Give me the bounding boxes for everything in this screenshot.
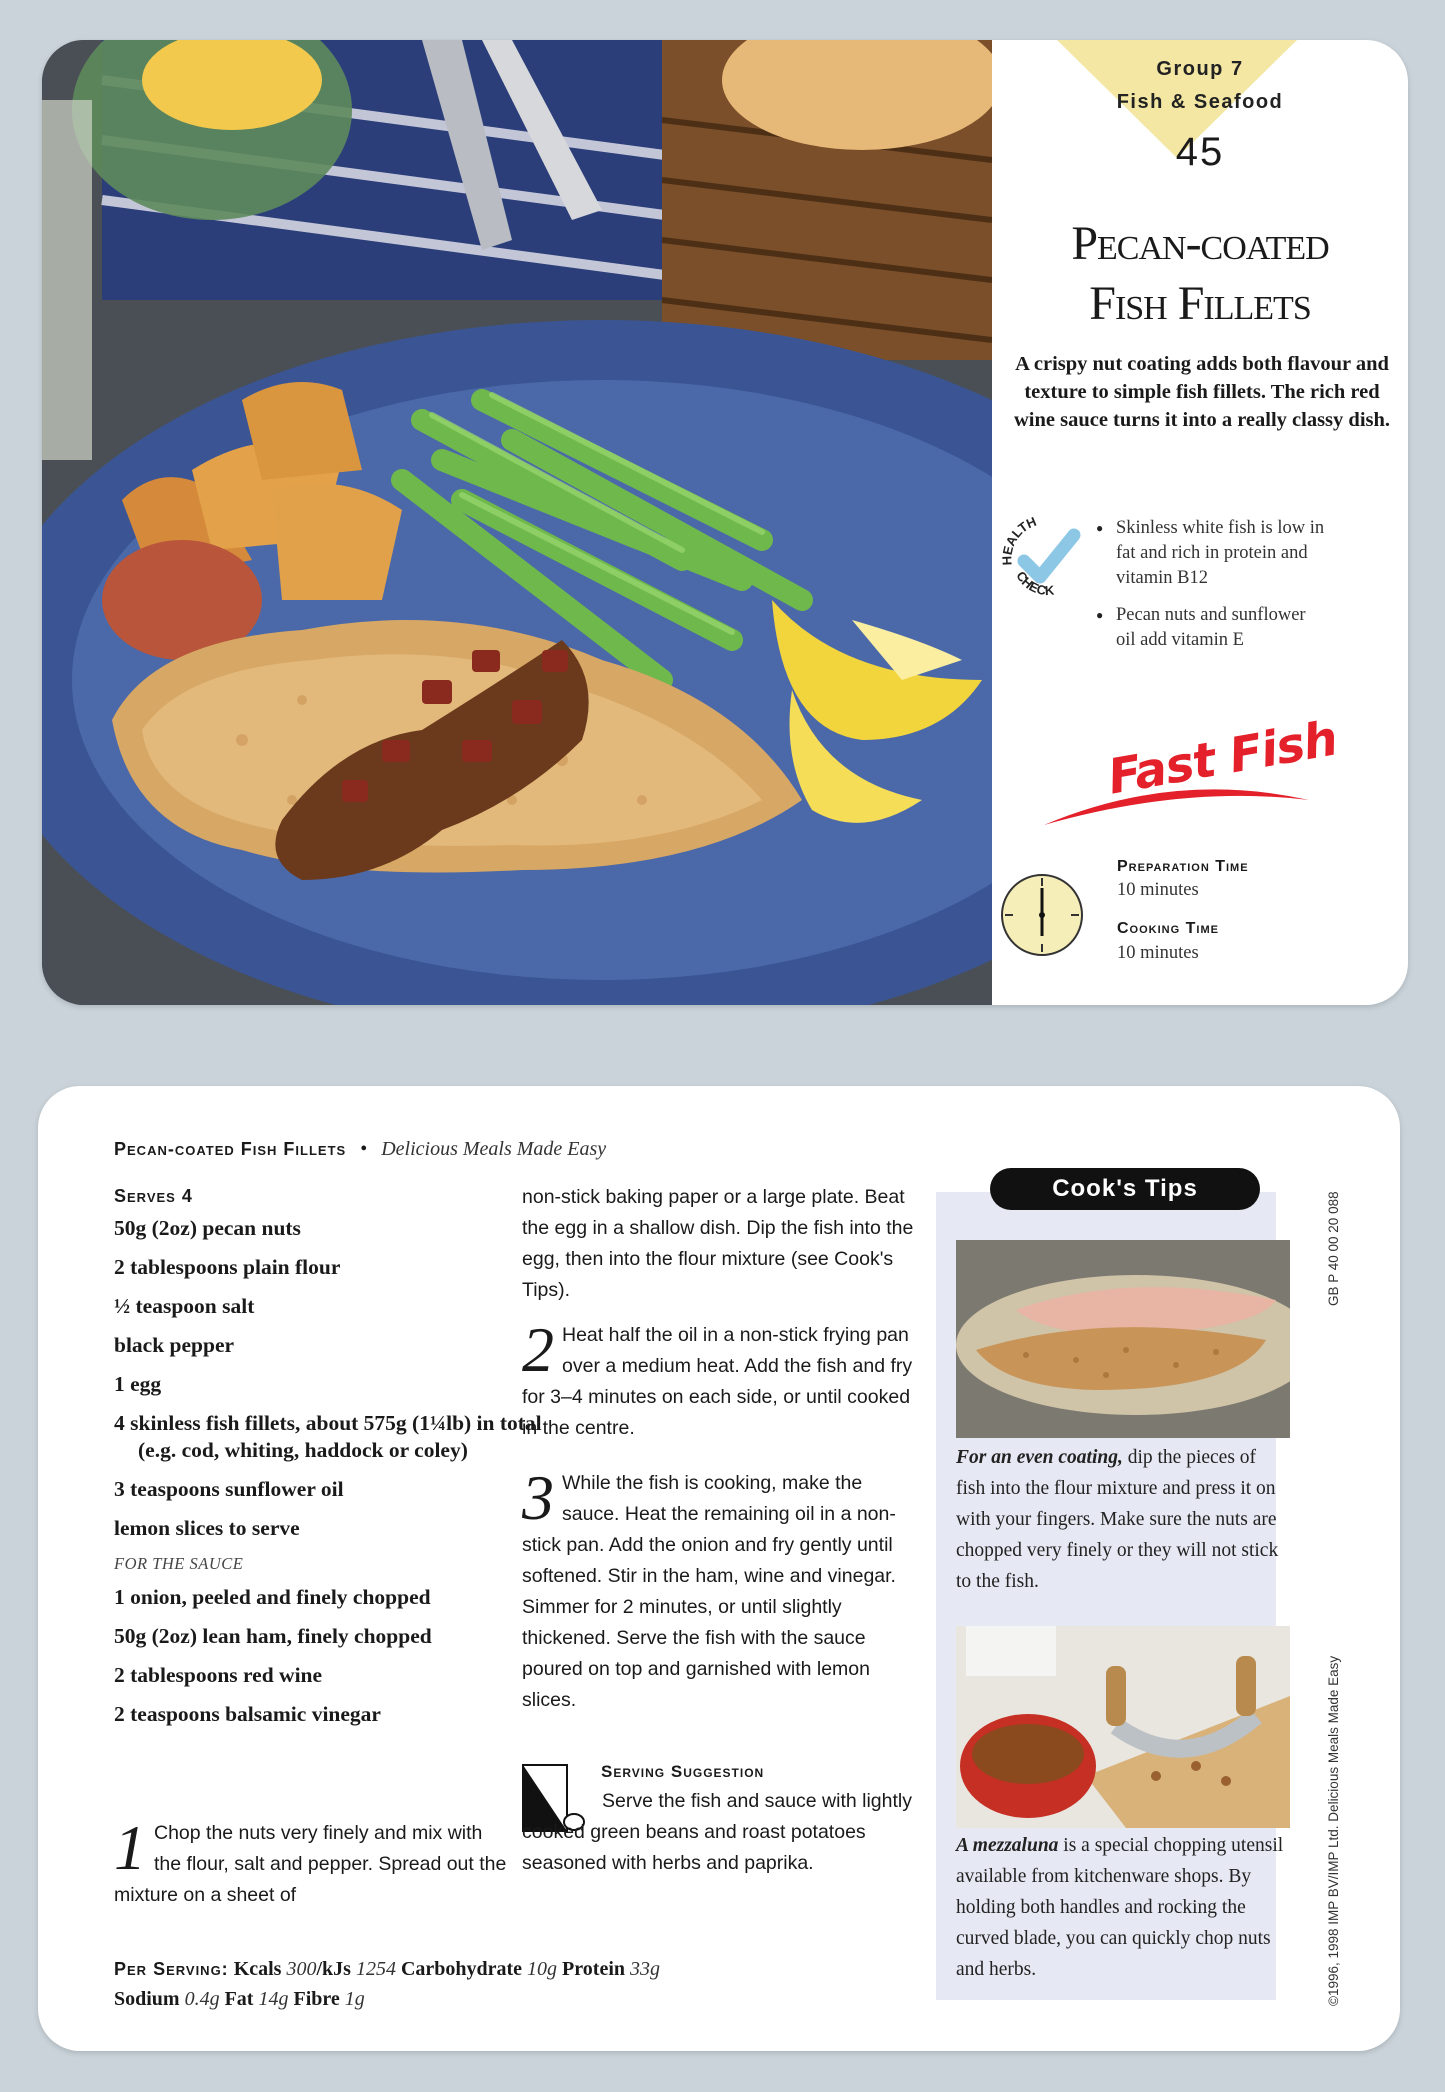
serving-suggestion-title: Serving Suggestion	[601, 1762, 765, 1781]
prep-time-value: 10 minutes	[1117, 880, 1199, 900]
ingredients-list	[114, 1186, 544, 1740]
protein-label: Protein	[562, 1958, 625, 1980]
tip-mezzaluna-text: is a special chopping utensil available from kitchenware shops. By holding both handles and rocking the curved blade, you can quickly chop nuts and herbs.	[956, 1835, 1284, 1980]
tip-coating	[956, 1442, 1286, 1597]
nutrition-label: Per Serving:	[114, 1959, 229, 1979]
ingredient-item: 50g (2oz) pecan nuts	[114, 1216, 301, 1240]
group-category: Fish & Seafood	[1116, 91, 1284, 113]
fat-label: Fat	[224, 1988, 254, 2010]
kj-value: 1254	[355, 1958, 396, 1980]
step-text: Heat half the oil in a non-stick frying pan over a medium heat. Add the fish and fry for 3–4 minutes on each side, or until cooked in the centre.	[522, 1324, 913, 1439]
sauce-ingredient-item: 1 onion, peeled and finely chopped	[114, 1585, 431, 1609]
ingredient-item: 4 skinless fish fillets, about 575g (1¼lb) in total (e.g. cod, whiting, haddock or coley)	[114, 1411, 542, 1462]
method-step-2	[522, 1314, 922, 1444]
group-number: Group 7	[1156, 58, 1244, 80]
health-check-badge	[1002, 515, 1092, 610]
recipe-number: 45	[1175, 130, 1225, 174]
method-step-1-continued: non-stick baking paper or a large plate. Beat the egg in a shallow dish. Dip the fish into the egg, then into the flour mixture (see Cook's Tips).	[522, 1186, 914, 1301]
sauce-ingredient-item: 50g (2oz) lean ham, finely chopped	[114, 1624, 432, 1648]
step-text: While the fish is cooking, make the sauce. Heat the remaining oil in a non-stick pan. Add the onion and fry gently until softened. Stir in the ham, wine and vinegar. Simmer for 2 minutes, or until slightly thickened. Serve the fish with the sauce poured on top and garnished with lemon slices.	[522, 1472, 896, 1711]
health-point: ● Skinless white fish is low in fat and rich in protein and vitamin B12	[1096, 516, 1326, 591]
carb-label: Carbohydrate	[400, 1958, 523, 1980]
sodium-value: 0.4g	[184, 1988, 220, 2010]
cook-time-label: Cooking Time	[1117, 920, 1219, 937]
ingredient-item: lemon slices to serve	[114, 1516, 300, 1540]
header-recipe-title: Pecan-coated Fish Fillets	[114, 1139, 347, 1159]
fat-value: 14g	[258, 1988, 289, 2010]
cook-time-value: 10 minutes	[1117, 943, 1199, 963]
recipe-title-line1: Pecan-coated	[1071, 217, 1329, 270]
header-series: Delicious Meals Made Easy	[381, 1138, 607, 1160]
step-number: 1	[114, 1812, 146, 1883]
step-text: Chop the nuts very finely and mix with the flour, salt and pepper. Spread out the mixture on a sheet of	[114, 1822, 507, 1906]
ingredient-item: 2 tablespoons plain flour	[114, 1255, 341, 1279]
sodium-label: Sodium	[114, 1988, 180, 2010]
tip-coating-lead: For an even coating,	[956, 1447, 1123, 1468]
sauce-heading: FOR THE SAUCE	[114, 1554, 244, 1573]
fish-dish-illustration	[42, 40, 992, 1005]
health-point: ● Pecan nuts and sunflower oil add vitamin E	[1096, 603, 1326, 653]
mezzaluna-tip-photo	[956, 1626, 1290, 1828]
serving-suggestion-text	[522, 1786, 952, 1879]
cooks-tips-title: Cook's Tips	[990, 1168, 1260, 1210]
health-points	[1096, 516, 1326, 665]
recipe-info-panel	[992, 40, 1408, 1005]
serving-suggestion-body: Serve the fish and sauce with lightly cooked green beans and roast potatoes seasoned with herbs and paprika.	[522, 1790, 913, 1874]
fast-fish-logo: Fast Fish	[1103, 710, 1341, 806]
front-card	[42, 40, 1408, 1005]
mezzaluna-illustration	[956, 1626, 1290, 1828]
back-header	[114, 1138, 606, 1161]
nutrition-info	[114, 1954, 934, 2014]
ingredient-item: 3 teaspoons sunflower oil	[114, 1477, 344, 1501]
kcals-label: Kcals	[233, 1958, 282, 1980]
coating-fish-illustration	[956, 1240, 1290, 1438]
clock-icon	[997, 870, 1087, 960]
sauce-ingredient-item: 2 teaspoons balsamic vinegar	[114, 1702, 381, 1726]
tip-mezzaluna	[956, 1830, 1286, 1985]
health-check-icon	[1002, 515, 1092, 605]
dish-photo	[42, 40, 992, 1005]
product-code: GB P 40 00 20 088	[1326, 1191, 1341, 1306]
back-card	[38, 1086, 1400, 2051]
fibre-label: Fibre	[293, 1988, 340, 2010]
health-badge-top-text: ALTH	[1002, 515, 1039, 549]
ingredient-item: black pepper	[114, 1333, 235, 1357]
serves-label: Serves 4	[114, 1186, 193, 1206]
recipe-intro: A crispy nut coating adds both flavour and texture to simple fish fillets. The rich red wine sauce turns it into a really classy dish.	[1013, 353, 1391, 431]
carb-value: 10g	[527, 1958, 558, 1980]
tip-coating-text: dip the pieces of fish into the flour mixture and press it on with your fingers. Make sure the nuts are chopped very finely or they will not stick to the fish.	[956, 1447, 1279, 1592]
prep-time-label: Preparation Time	[1117, 858, 1249, 875]
coating-tip-photo	[956, 1240, 1290, 1438]
ingredient-item: 1 egg	[114, 1372, 162, 1396]
recipe-title-line2: Fish Fillets	[1089, 277, 1311, 330]
logo-swoosh	[1044, 760, 1314, 830]
step-number: 2	[522, 1314, 554, 1385]
method-step-1	[114, 1812, 514, 1911]
fibre-value: 1g	[344, 1988, 365, 2010]
header-separator: •	[360, 1138, 368, 1160]
sauce-ingredient-item: 2 tablespoons red wine	[114, 1663, 323, 1687]
protein-value: 33g	[630, 1958, 660, 1980]
method-step-3	[522, 1462, 922, 1716]
tip-mezzaluna-lead: A mezzaluna	[956, 1835, 1059, 1856]
kj-label: /kJs	[316, 1958, 351, 1980]
step-number: 3	[522, 1462, 554, 1533]
ingredient-item: ½ teaspoon salt	[114, 1294, 255, 1318]
kcals-value: 300	[286, 1958, 317, 1980]
health-badge-bottom-text: CHECK	[1013, 568, 1055, 599]
copyright-notice: ©1996, 1998 IMP BV/IMP Ltd. Delicious Meals Made Easy	[1326, 1655, 1341, 2006]
